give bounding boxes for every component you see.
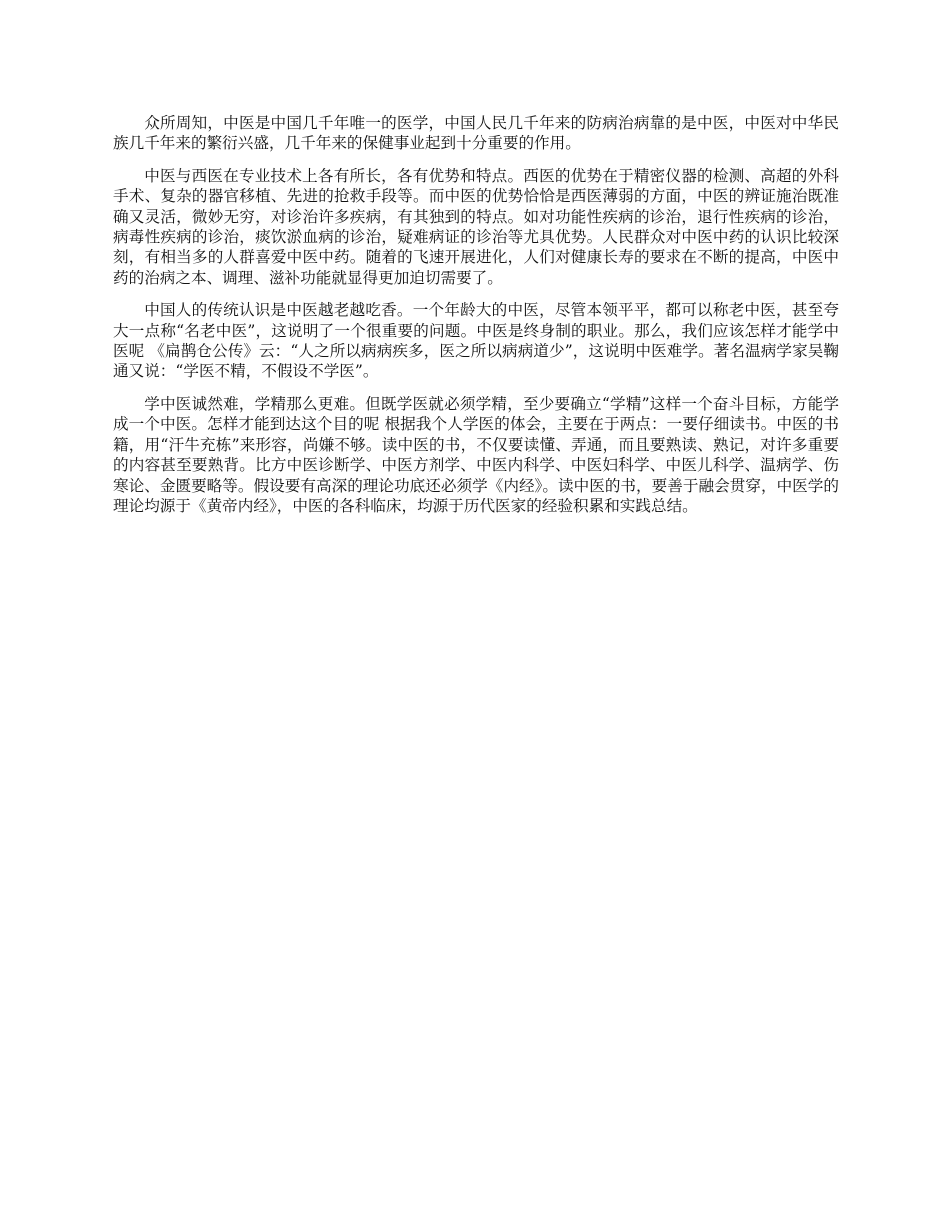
paragraph-2: 中医与西医在专业技术上各有所长，各有优势和特点。西医的优势在于精密仪器的检测、高超的外科手术、复杂的器官移植、先进的抢救手段等。而中医的优势恰恰是西医薄弱的方面，中医的辨证施治既准确又灵活，微妙无穷，对诊治许多疾病，有其独到的特点。如对功能性疾病的诊治，退行性疾病的诊治，病毒性疾病的诊治，痰饮淤血病的诊治，疑难病证的诊治等尤具优势。人民群众对中医中药的认识比较深刻，有相当多的人群喜爱中医中药。随着的飞速开展进化，人们对健康长寿的要求在不断的提高，中医中药的治病之本、调理、滋补功能就显得更加迫切需要了。 [113, 166, 839, 287]
document-page [113, 113, 839, 528]
paragraph-1: 众所周知，中医是中国几千年唯一的医学，中国人民几千年来的防病治病靠的是中医，中医对中华民族几千年来的繁衍兴盛，几千年来的保健事业起到十分重要的作用。 [113, 114, 839, 153]
paragraph-3: 中国人的传统认识是中医越老越吃香。一个年龄大的中医，尽管本领平平，都可以称老中医，甚至夸大一点称“名老中医”，这说明了一个很重要的问题。中医是终身制的职业。那么，我们应该怎样才能学中医呢 《扁鹊仓公传》云：“人之所以病病疾多，医之所以病病道少”，这说明中医难学。著名温病学家吴鞠通又说：“学医不精，不假设不学医”。 [113, 301, 839, 381]
paragraph-4: 学中医诚然难，学精那么更难。但既学医就必须学精，至少要确立“学精”这样一个奋斗目标，方能学成一个中医。怎样才能到达这个目的呢 根据我个人学医的体会，主要在于两点：一要仔细读书。中医的书籍，用“汗牛充栋”来形容，尚嫌不够。读中医的书，不仅要读懂、弄通，而且要熟读、熟记，对许多重要的内容甚至要熟背。比方中医诊断学、中医方剂学、中医内科学、中医妇科学、中医儿科学、温病学、伤寒论、金匮要略等。假设要有高深的理论功底还必须学《内经》。读中医的书，要善于融会贯穿，中医学的理论均源于《黄帝内经》，中医的各科临床，均源于历代医家的经验积累和实践总结。 [113, 394, 839, 515]
